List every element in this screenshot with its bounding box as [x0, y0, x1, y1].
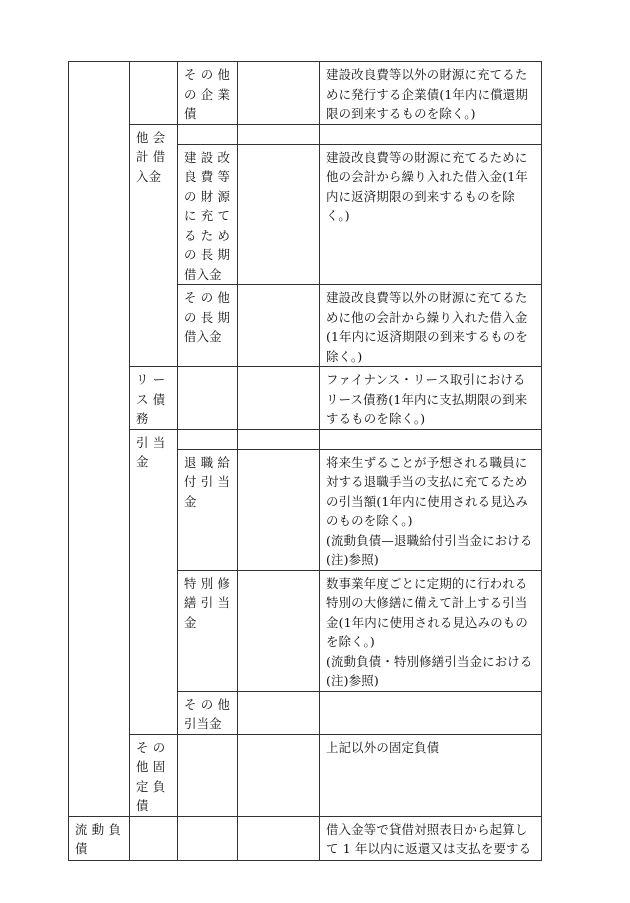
- item-cell: [178, 734, 238, 816]
- description-cell: 数事業年度ごとに定期的に行われる特別の大修繕に備えて計上する引当金(1年内に使用される見込みのものを除く。) (流動負債・特別修繕引当金における(注)参照): [320, 570, 542, 691]
- code-cell: [238, 144, 320, 285]
- code-cell: [238, 691, 320, 734]
- code-cell: [238, 285, 320, 367]
- item-cell: [178, 816, 238, 860]
- description-cell: 建設改良費等以外の財源に充てるために他の会計から繰り入れた借入金(1年内に返済期限の到来するものを除く。): [320, 285, 542, 367]
- item-cell: [178, 367, 238, 430]
- description-cell: 将来生ずることが予想される職員に対する退職手当の支払に充てるための引当額(1年内に使用される見込みのものを除く。) (流動負債—退職給付引当金における(注)参照): [320, 449, 542, 570]
- item-cell: [178, 429, 238, 449]
- table-row: [69, 816, 542, 860]
- subcategory-cell: 他 会 計 借 入金: [130, 124, 178, 367]
- code-cell: [238, 734, 320, 816]
- table-row: [69, 367, 542, 430]
- table-row: [69, 62, 542, 125]
- description-cell: 建設改良費等の財源に充てるために他の会計から繰り入れた借入金(1年内に返済期限の到来するものを除く。): [320, 144, 542, 285]
- category-cell: 流 動 負 債: [69, 816, 130, 860]
- description-cell: 建設改良費等以外の財源に充てるために発行する企業債(1年内に償還期限の到来するものを除く。): [320, 62, 542, 125]
- code-cell: [238, 816, 320, 860]
- subcategory-cell: そ の 他 固 定 負 債: [130, 734, 178, 816]
- code-cell: [238, 124, 320, 144]
- account-table: [68, 61, 542, 861]
- item-cell: そ の 他 の 長 期 借入金: [178, 285, 238, 367]
- table-row: [69, 429, 542, 449]
- description-cell: 上記以外の固定負債: [320, 734, 542, 816]
- subcategory-cell: [130, 816, 178, 860]
- description-cell: 借入金等で貸借対照表日から起算して 1 年以内に返還又は支払を要する: [320, 816, 542, 860]
- code-cell: [238, 62, 320, 125]
- subcategory-cell: 引 当 金: [130, 429, 178, 734]
- table-row: [69, 124, 542, 144]
- table-row: [69, 734, 542, 816]
- description-cell: [320, 124, 542, 144]
- item-cell: そ の 他 の 企 業 債: [178, 62, 238, 125]
- item-cell: 建 設 改 良 費 等 の 財 源 に 充 て る た め の 長 期 借入金: [178, 144, 238, 285]
- code-cell: [238, 367, 320, 430]
- description-cell: [320, 691, 542, 734]
- item-cell: そ の 他 引当金: [178, 691, 238, 734]
- item-cell: [178, 124, 238, 144]
- description-cell: ファイナンス・リース取引におけるリース債務(1年内に支払期限の到来するものを除く。): [320, 367, 542, 430]
- item-cell: 特 別 修 繕 引 当 金: [178, 570, 238, 691]
- code-cell: [238, 429, 320, 449]
- description-cell: [320, 429, 542, 449]
- item-cell: 退 職 給 付 引 当 金: [178, 449, 238, 570]
- subcategory-cell: リ ー ス 債 務: [130, 367, 178, 430]
- category-cell: [69, 62, 130, 817]
- code-cell: [238, 449, 320, 570]
- subcategory-cell: [130, 62, 178, 125]
- code-cell: [238, 570, 320, 691]
